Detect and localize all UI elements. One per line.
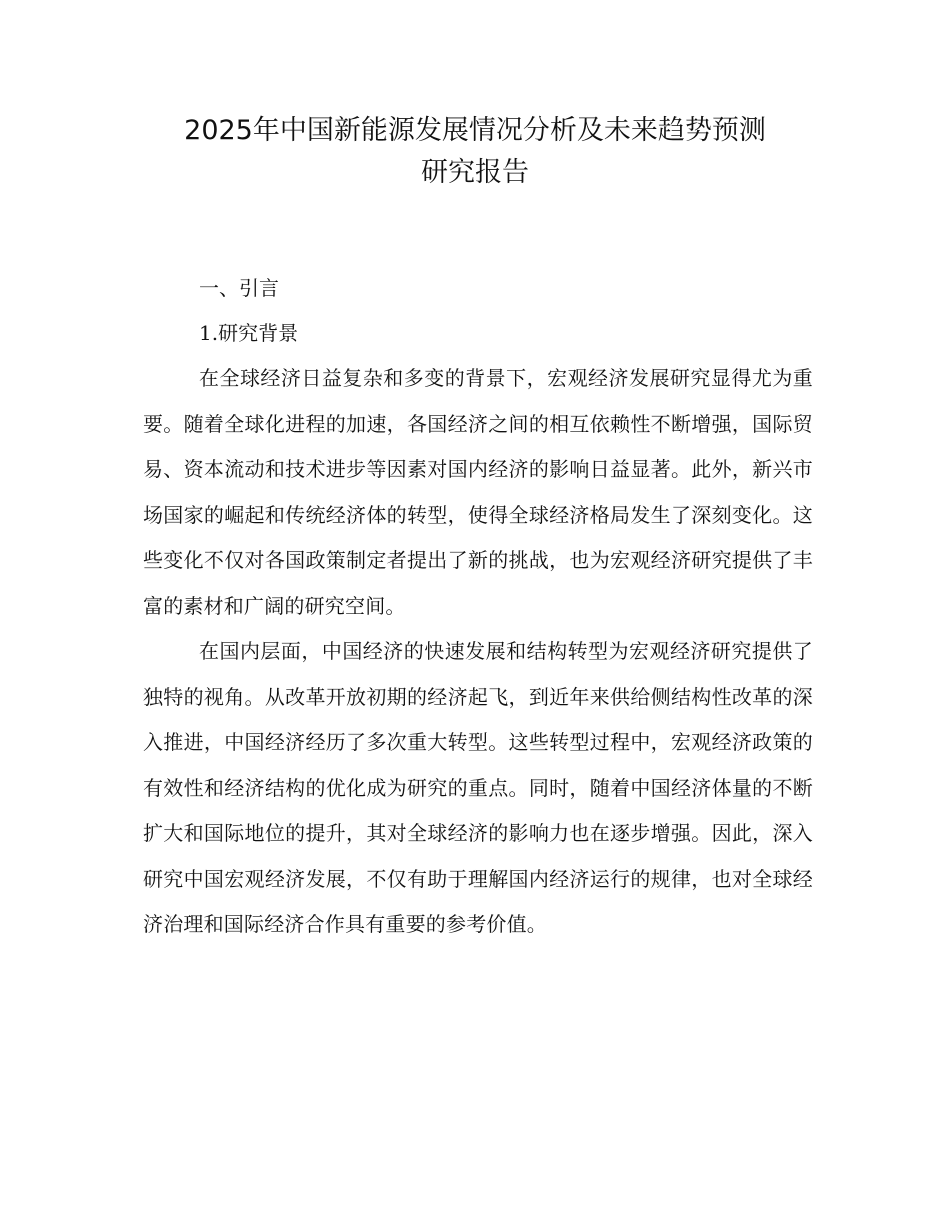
paragraph-global-context: 在全球经济日益复杂和多变的背景下，宏观经济发展研究显得尤为重要。随着全球化进程的加速，各国经济之间的相互依赖性不断增强，国际贸易、资本流动和技术进步等因素对国内经济的影响日益显著。此外，新兴市场国家的崛起和传统经济体的转型，使得全球经济格局发生了深刻变化。这些变化不仅对各国政策制定者提出了新的挑战，也为宏观经济研究提供了丰富的素材和广阔的研究空间。 xyxy=(143,366,813,618)
section-heading-introduction: 一、引言 xyxy=(199,276,279,300)
report-title-line-2: 研究报告 xyxy=(421,157,529,188)
report-title-line-1: 2025年中国新能源发展情况分析及未来趋势预测 xyxy=(184,115,766,146)
subsection-heading-research-background: 1.研究背景 xyxy=(199,321,299,345)
report-title xyxy=(0,110,950,194)
paragraph-domestic-context: 在国内层面，中国经济的快速发展和结构转型为宏观经济研究提供了独特的视角。从改革开放初期的经济起飞，到近年来供给侧结构性改革的深入推进，中国经济经历了多次重大转型。这些转型过程中，宏观经济政策的有效性和经济结构的优化成为研究的重点。同时，随着中国经济体量的不断扩大和国际地位的提升，其对全球经济的影响力也在逐步增强。因此，深入研究中国宏观经济发展，不仅有助于理解国内经济运行的规律，也对全球经济治理和国际经济合作具有重要的参考价值。 xyxy=(143,639,813,936)
document-body xyxy=(143,266,813,948)
